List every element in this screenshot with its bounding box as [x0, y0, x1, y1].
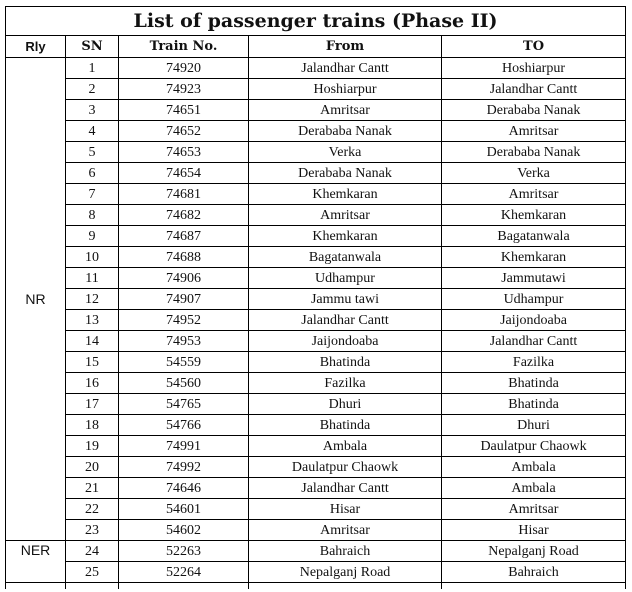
sn-cell: 1	[66, 58, 119, 79]
table-title: List of passenger trains (Phase II)	[6, 7, 626, 36]
table-row	[6, 457, 626, 478]
train-no-cell: 74907	[119, 289, 249, 310]
sn-cell: 11	[66, 268, 119, 289]
from-cell: Jalandhar Cantt	[249, 478, 442, 499]
header-rly: Rly	[6, 36, 66, 58]
to-cell: Bhatinda	[442, 373, 626, 394]
sn-cell: 23	[66, 520, 119, 541]
table-row	[6, 184, 626, 205]
from-cell: Jalandhar Cantt	[249, 310, 442, 331]
train-no-cell: 74906	[119, 268, 249, 289]
sn-cell: 7	[66, 184, 119, 205]
sn-cell: 17	[66, 394, 119, 415]
empty-cell	[249, 583, 442, 590]
table-row-cropped	[6, 583, 626, 590]
header-to: TO	[442, 36, 626, 58]
sn-cell: 14	[66, 331, 119, 352]
document-page	[5, 6, 625, 589]
sn-cell: 4	[66, 121, 119, 142]
from-cell: Hoshiarpur	[249, 79, 442, 100]
to-cell: Daulatpur Chaowk	[442, 436, 626, 457]
table-row	[6, 79, 626, 100]
train-no-cell: 54765	[119, 394, 249, 415]
to-cell: Hisar	[442, 520, 626, 541]
sn-cell: 21	[66, 478, 119, 499]
to-cell: Jalandhar Cantt	[442, 331, 626, 352]
table-row	[6, 58, 626, 79]
from-cell: Jaijondoaba	[249, 331, 442, 352]
from-cell: Fazilka	[249, 373, 442, 394]
table-row	[6, 478, 626, 499]
empty-cell	[6, 583, 66, 590]
sn-cell: 16	[66, 373, 119, 394]
train-no-cell: 74688	[119, 247, 249, 268]
to-cell: Bhatinda	[442, 394, 626, 415]
train-no-cell: 74923	[119, 79, 249, 100]
table-row	[6, 100, 626, 121]
rly-cell: NR	[6, 58, 66, 541]
train-no-cell: 54559	[119, 352, 249, 373]
table-row	[6, 394, 626, 415]
train-no-cell: 74687	[119, 226, 249, 247]
to-cell: Dhuri	[442, 415, 626, 436]
table-row	[6, 142, 626, 163]
to-cell: Bahraich	[442, 562, 626, 583]
train-no-cell: 54602	[119, 520, 249, 541]
from-cell: Khemkaran	[249, 226, 442, 247]
table-row	[6, 226, 626, 247]
train-no-cell: 54601	[119, 499, 249, 520]
sn-cell: 25	[66, 562, 119, 583]
table-body	[6, 58, 626, 590]
table-row	[6, 268, 626, 289]
to-cell: Amritsar	[442, 121, 626, 142]
table-row	[6, 247, 626, 268]
sn-cell: 2	[66, 79, 119, 100]
from-cell: Bagatanwala	[249, 247, 442, 268]
table-row	[6, 415, 626, 436]
from-cell: Hisar	[249, 499, 442, 520]
sn-cell: 9	[66, 226, 119, 247]
to-cell: Verka	[442, 163, 626, 184]
table-row	[6, 541, 626, 562]
sn-cell: 19	[66, 436, 119, 457]
train-no-cell: 74920	[119, 58, 249, 79]
train-no-cell: 54560	[119, 373, 249, 394]
to-cell: Amritsar	[442, 499, 626, 520]
from-cell: Daulatpur Chaowk	[249, 457, 442, 478]
from-cell: Amritsar	[249, 520, 442, 541]
to-cell: Khemkaran	[442, 205, 626, 226]
train-no-cell: 74953	[119, 331, 249, 352]
table-row	[6, 436, 626, 457]
to-cell: Khemkaran	[442, 247, 626, 268]
to-cell: Fazilka	[442, 352, 626, 373]
header-train-no: Train No.	[119, 36, 249, 58]
sn-cell: 3	[66, 100, 119, 121]
from-cell: Ambala	[249, 436, 442, 457]
train-no-cell: 74681	[119, 184, 249, 205]
train-no-cell: 52263	[119, 541, 249, 562]
to-cell: Derababa Nanak	[442, 100, 626, 121]
sn-cell: 10	[66, 247, 119, 268]
train-no-cell: 74992	[119, 457, 249, 478]
to-cell: Jammutawi	[442, 268, 626, 289]
train-no-cell: 74651	[119, 100, 249, 121]
empty-cell	[119, 583, 249, 590]
table-row	[6, 352, 626, 373]
sn-cell: 24	[66, 541, 119, 562]
sn-cell: 6	[66, 163, 119, 184]
from-cell: Bhatinda	[249, 352, 442, 373]
sn-cell: 5	[66, 142, 119, 163]
sn-cell: 20	[66, 457, 119, 478]
to-cell: Ambala	[442, 457, 626, 478]
from-cell: Udhampur	[249, 268, 442, 289]
to-cell: Derababa Nanak	[442, 142, 626, 163]
from-cell: Derababa Nanak	[249, 121, 442, 142]
to-cell: Amritsar	[442, 184, 626, 205]
table-row	[6, 562, 626, 583]
sn-cell: 18	[66, 415, 119, 436]
from-cell: Dhuri	[249, 394, 442, 415]
train-no-cell: 52264	[119, 562, 249, 583]
train-no-cell: 74952	[119, 310, 249, 331]
sn-cell: 22	[66, 499, 119, 520]
train-no-cell: 74652	[119, 121, 249, 142]
from-cell: Bahraich	[249, 541, 442, 562]
from-cell: Verka	[249, 142, 442, 163]
empty-cell	[66, 583, 119, 590]
to-cell: Udhampur	[442, 289, 626, 310]
empty-cell	[442, 583, 626, 590]
table-row	[6, 373, 626, 394]
to-cell: Jalandhar Cantt	[442, 79, 626, 100]
header-sn: SN	[66, 36, 119, 58]
from-cell: Derababa Nanak	[249, 163, 442, 184]
train-no-cell: 74646	[119, 478, 249, 499]
from-cell: Jalandhar Cantt	[249, 58, 442, 79]
train-no-cell: 74653	[119, 142, 249, 163]
sn-cell: 15	[66, 352, 119, 373]
train-no-cell: 74654	[119, 163, 249, 184]
from-cell: Amritsar	[249, 205, 442, 226]
to-cell: Bagatanwala	[442, 226, 626, 247]
to-cell: Nepalganj Road	[442, 541, 626, 562]
to-cell: Ambala	[442, 478, 626, 499]
train-no-cell: 74991	[119, 436, 249, 457]
train-no-cell: 74682	[119, 205, 249, 226]
header-from: From	[249, 36, 442, 58]
to-cell: Jaijondoaba	[442, 310, 626, 331]
table-row	[6, 121, 626, 142]
table-row	[6, 163, 626, 184]
table-row	[6, 289, 626, 310]
sn-cell: 12	[66, 289, 119, 310]
from-cell: Bhatinda	[249, 415, 442, 436]
to-cell: Hoshiarpur	[442, 58, 626, 79]
from-cell: Nepalganj Road	[249, 562, 442, 583]
from-cell: Jammu tawi	[249, 289, 442, 310]
table-row	[6, 205, 626, 226]
from-cell: Amritsar	[249, 100, 442, 121]
table-row	[6, 520, 626, 541]
passenger-trains-table	[5, 6, 626, 589]
sn-cell: 8	[66, 205, 119, 226]
table-row	[6, 499, 626, 520]
from-cell: Khemkaran	[249, 184, 442, 205]
train-no-cell: 54766	[119, 415, 249, 436]
sn-cell: 13	[66, 310, 119, 331]
table-row	[6, 310, 626, 331]
table-row	[6, 331, 626, 352]
header-row	[6, 36, 626, 58]
rly-cell: NER	[6, 541, 66, 583]
